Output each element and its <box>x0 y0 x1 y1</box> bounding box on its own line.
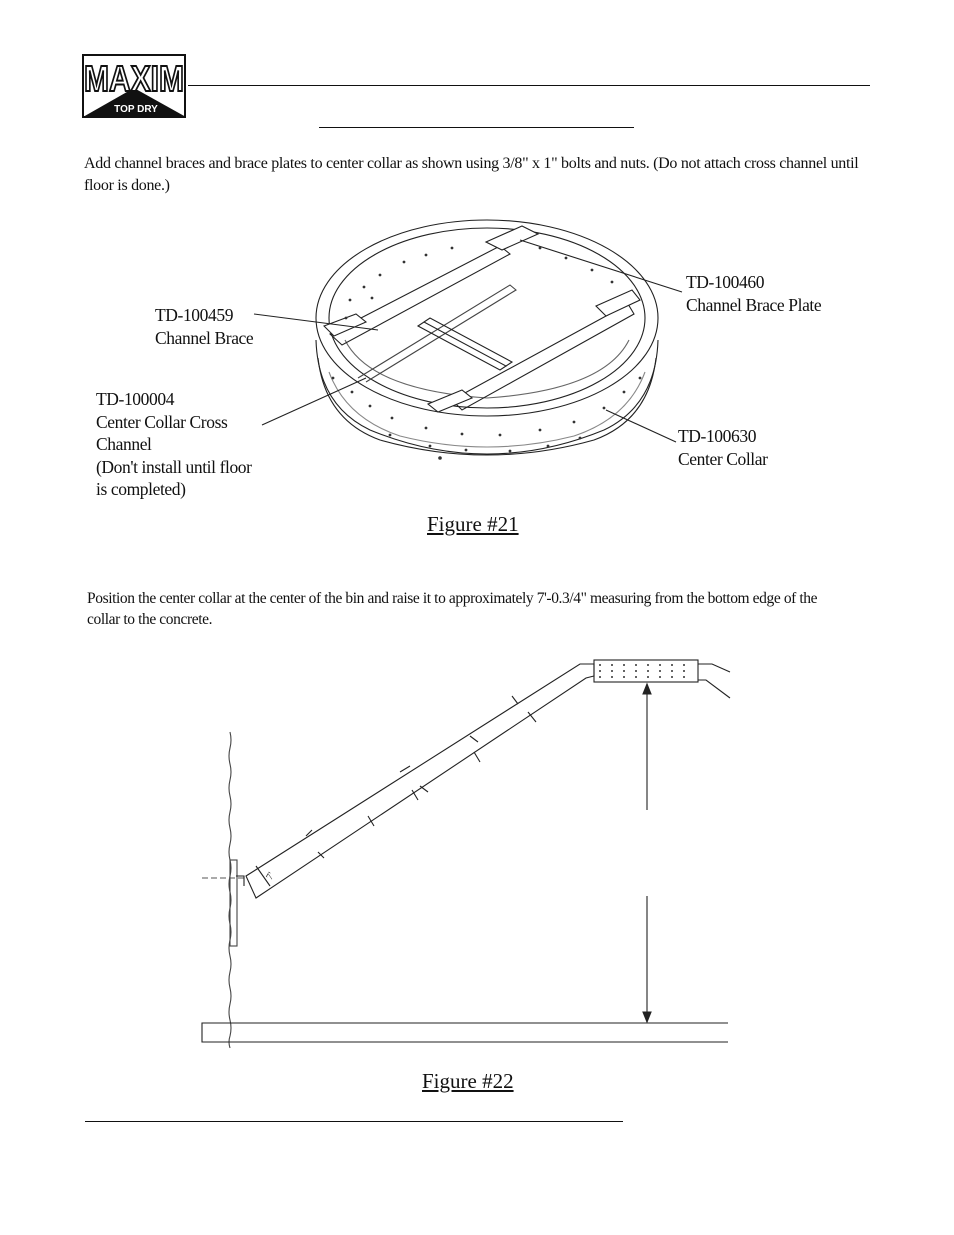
part-number: TD-100630 <box>678 426 757 446</box>
part-name: Channel Brace Plate <box>686 294 822 315</box>
figure22-instruction: Position the center collar at the center of the bin and raise it to approximately 7'-0.3/4" measuring from the bottom edge of the collar to the concrete. <box>87 590 818 628</box>
part-number: TD-100460 <box>686 272 765 292</box>
part-name-line: Channel <box>96 434 152 454</box>
logo-word: MAXIM <box>84 58 184 99</box>
part-note-line: is completed) <box>96 479 186 499</box>
part-name: Center Collar <box>678 448 768 469</box>
part-name-line: Center Collar Cross <box>96 411 228 432</box>
footer-rule <box>85 1121 623 1122</box>
part-number: TD-100004 <box>96 389 175 409</box>
figure21-caption: Figure #21 <box>427 512 519 536</box>
logo-subtitle: TOP DRY <box>114 104 158 115</box>
rafter-mark: 7' <box>264 870 278 882</box>
part-note-line: (Don't install until floor <box>96 456 252 477</box>
part-number: TD-100459 <box>155 305 234 325</box>
figure21-instruction: Add channel braces and brace plates to center collar as shown using 3/8" x 1" bolts and nuts. (Do not attach cross channel until floor is done.) <box>84 155 859 194</box>
part-name: Channel Brace <box>155 327 254 348</box>
figure22-caption: Figure #22 <box>422 1069 514 1093</box>
